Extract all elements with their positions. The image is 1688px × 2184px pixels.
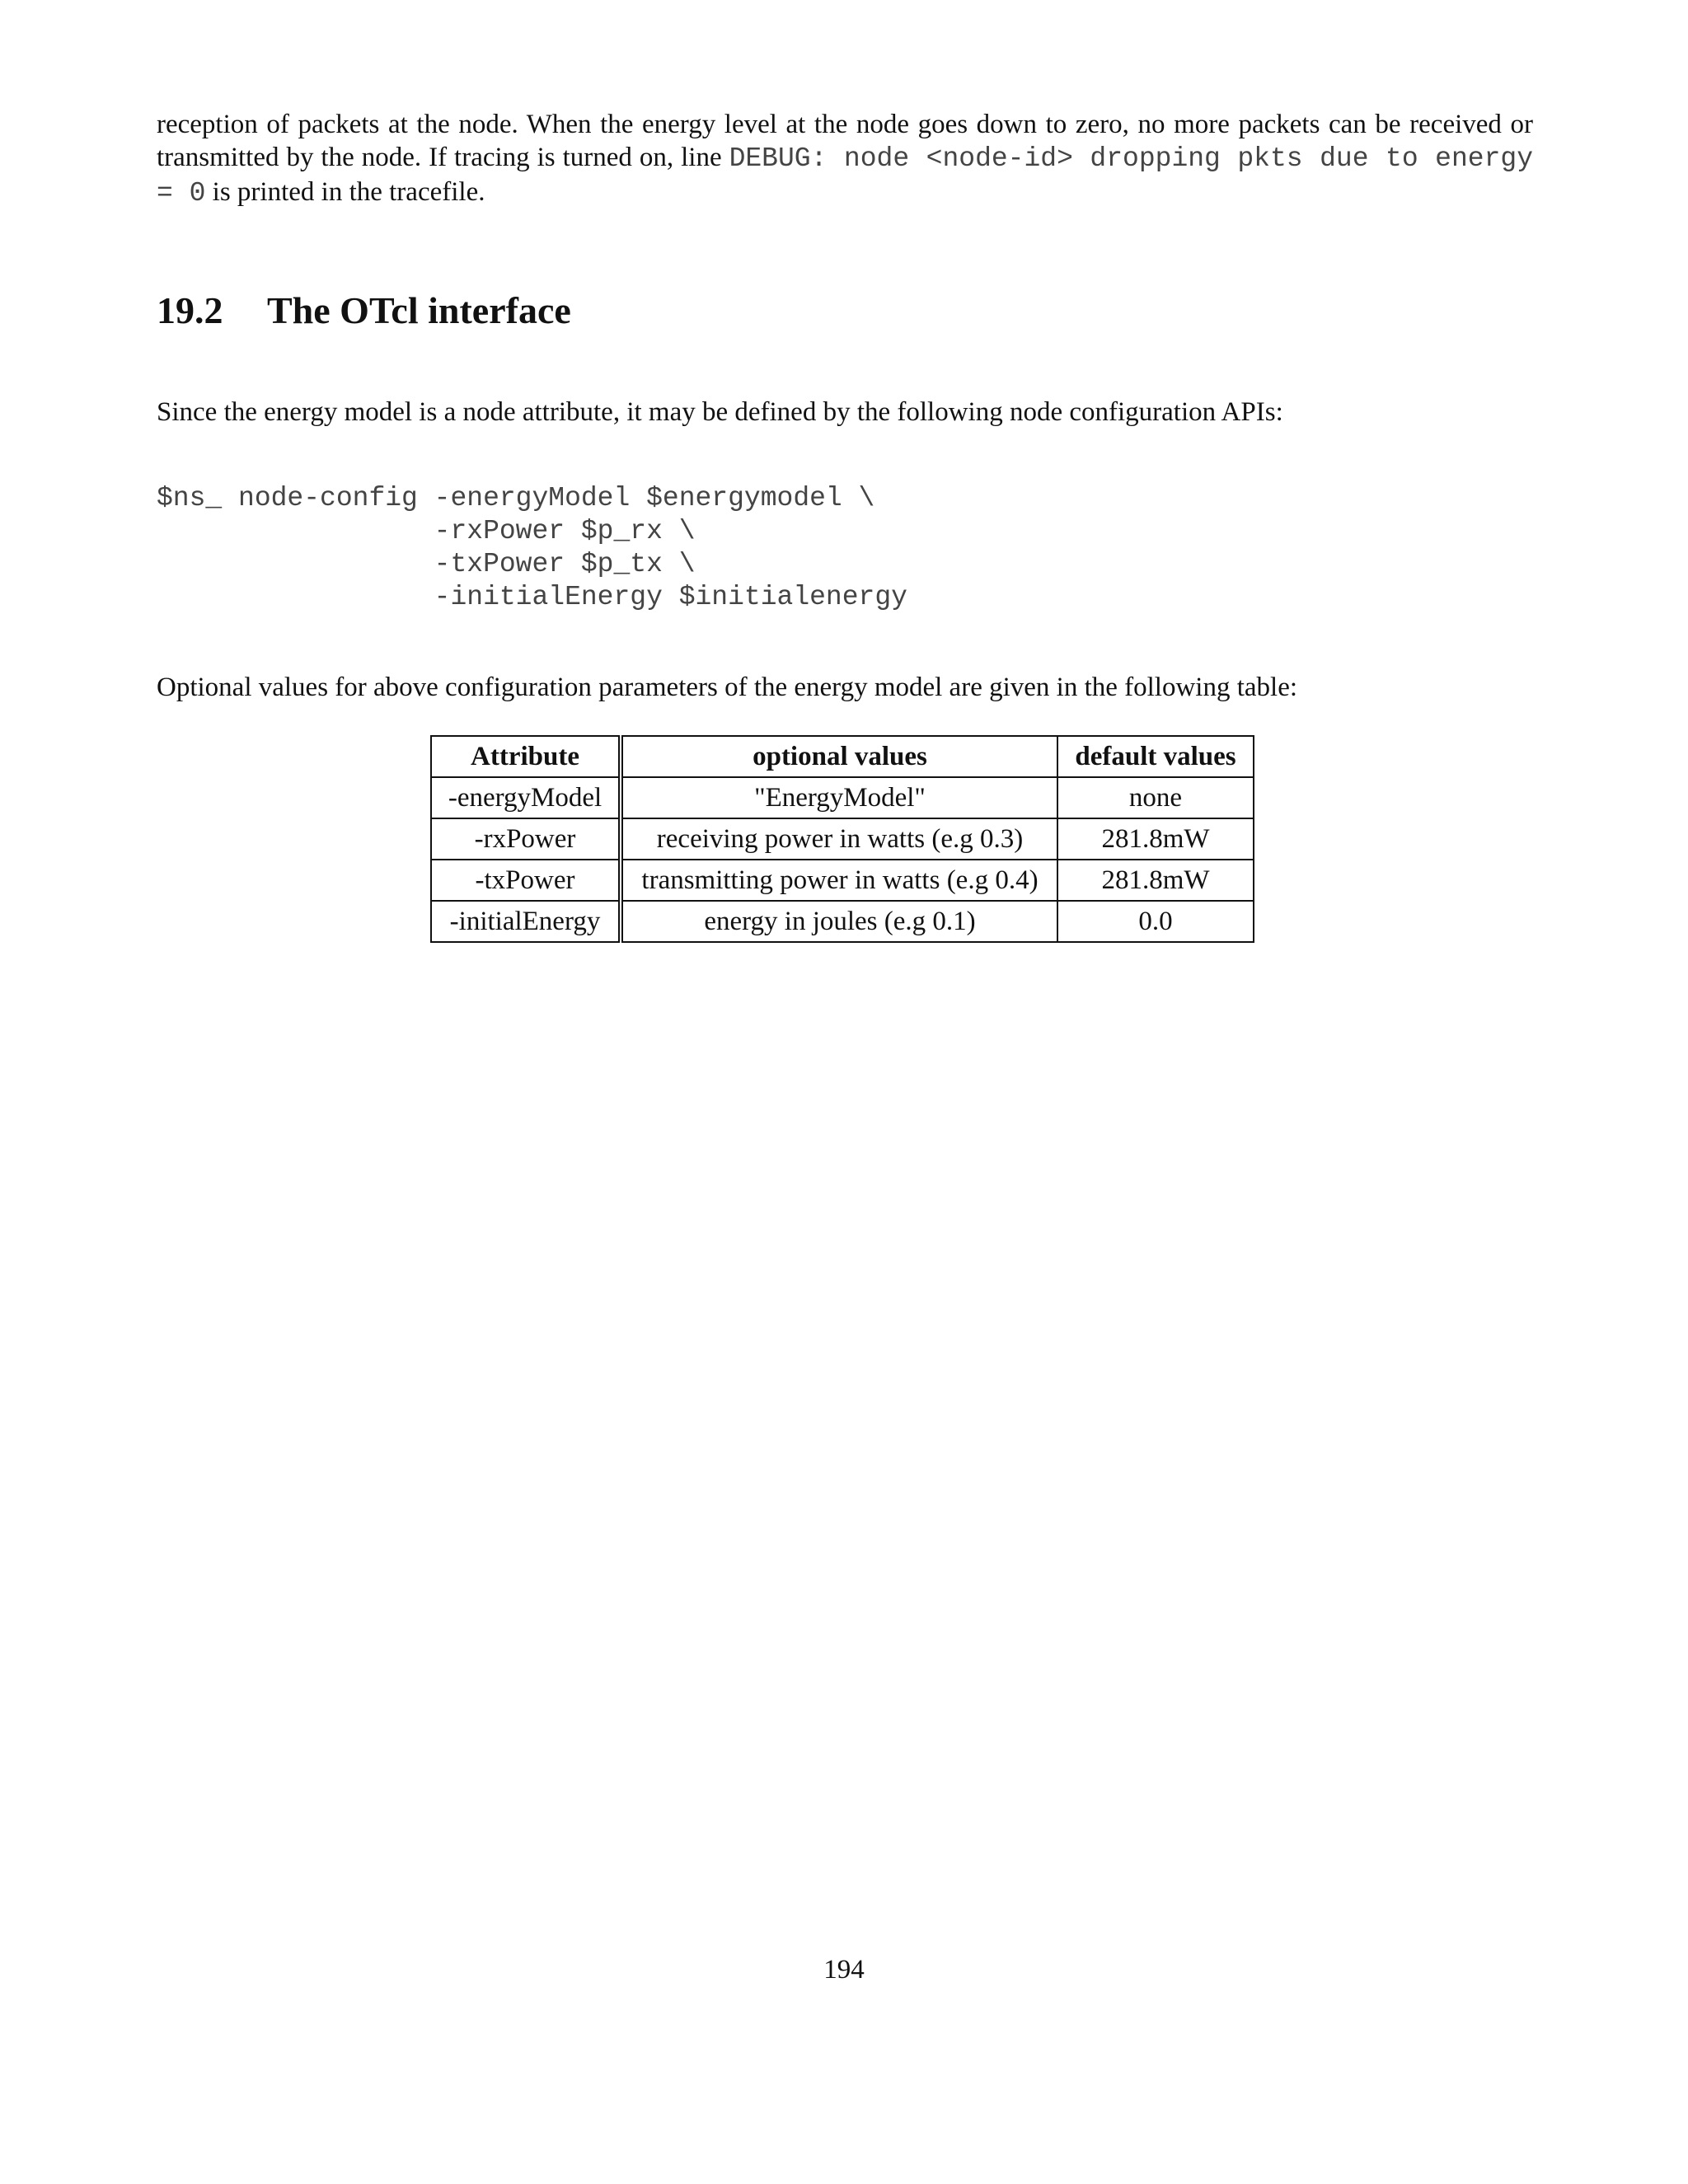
debug-trace-code-end: = 0 <box>157 178 206 209</box>
header-attribute: Attribute <box>431 736 621 777</box>
table-cell: "EnergyModel" <box>621 777 1057 818</box>
table-row <box>431 777 1254 818</box>
table-cell: transmitting power in watts (e.g 0.4) <box>621 860 1057 901</box>
section-number: 19.2 <box>157 289 223 331</box>
section-title: The OTcl interface <box>267 289 571 331</box>
debug-trace-code: DEBUG: node <node-id> dropping pkts due to energy <box>729 143 1534 174</box>
optional-values-paragraph: Optional values for above configuration parameters of the energy model are given in the following table: <box>157 673 1298 702</box>
config-api-paragraph: Since the energy model is a node attribute, it may be defined by the following node configuration APIs: <box>157 397 1283 427</box>
table-cell: -rxPower <box>431 818 621 860</box>
table-cell: 0.0 <box>1057 901 1254 942</box>
node-config-code-block <box>157 482 907 614</box>
table-cell: none <box>1057 777 1254 818</box>
table-cell: receiving power in watts (e.g 0.3) <box>621 818 1057 860</box>
code-line: -txPower $p_tx \ <box>157 549 696 579</box>
header-optional-values: optional values <box>621 736 1057 777</box>
intro-line-3-text: is printed in the tracefile. <box>205 177 485 207</box>
table-cell: -initialEnergy <box>431 901 621 942</box>
table-cell: 281.8mW <box>1057 818 1254 860</box>
code-line: -rxPower $p_rx \ <box>157 516 696 546</box>
table-cell: energy in joules (e.g 0.1) <box>621 901 1057 942</box>
page-number: 194 <box>823 1955 865 1985</box>
table-row <box>431 901 1254 942</box>
section-heading <box>157 288 571 332</box>
code-line: -initialEnergy $initialenergy <box>157 582 907 612</box>
table-row <box>431 818 1254 860</box>
intro-line-2-text: transmitted by the node. If tracing is turned on, line <box>157 143 729 172</box>
table-cell: -txPower <box>431 860 621 901</box>
table-cell: -energyModel <box>431 777 621 818</box>
intro-line-1: reception of packets at the node. When the energy level at the node goes down to zero, no more packets can be received or <box>157 110 1533 139</box>
table-header-row <box>431 736 1254 777</box>
table-row <box>431 860 1254 901</box>
table-cell: 281.8mW <box>1057 860 1254 901</box>
energy-model-parameters-table <box>430 735 1254 943</box>
code-line: $ns_ node-config -energyModel $energymodel \ <box>157 483 875 513</box>
header-default-values: default values <box>1057 736 1254 777</box>
intro-paragraph <box>157 108 1533 210</box>
